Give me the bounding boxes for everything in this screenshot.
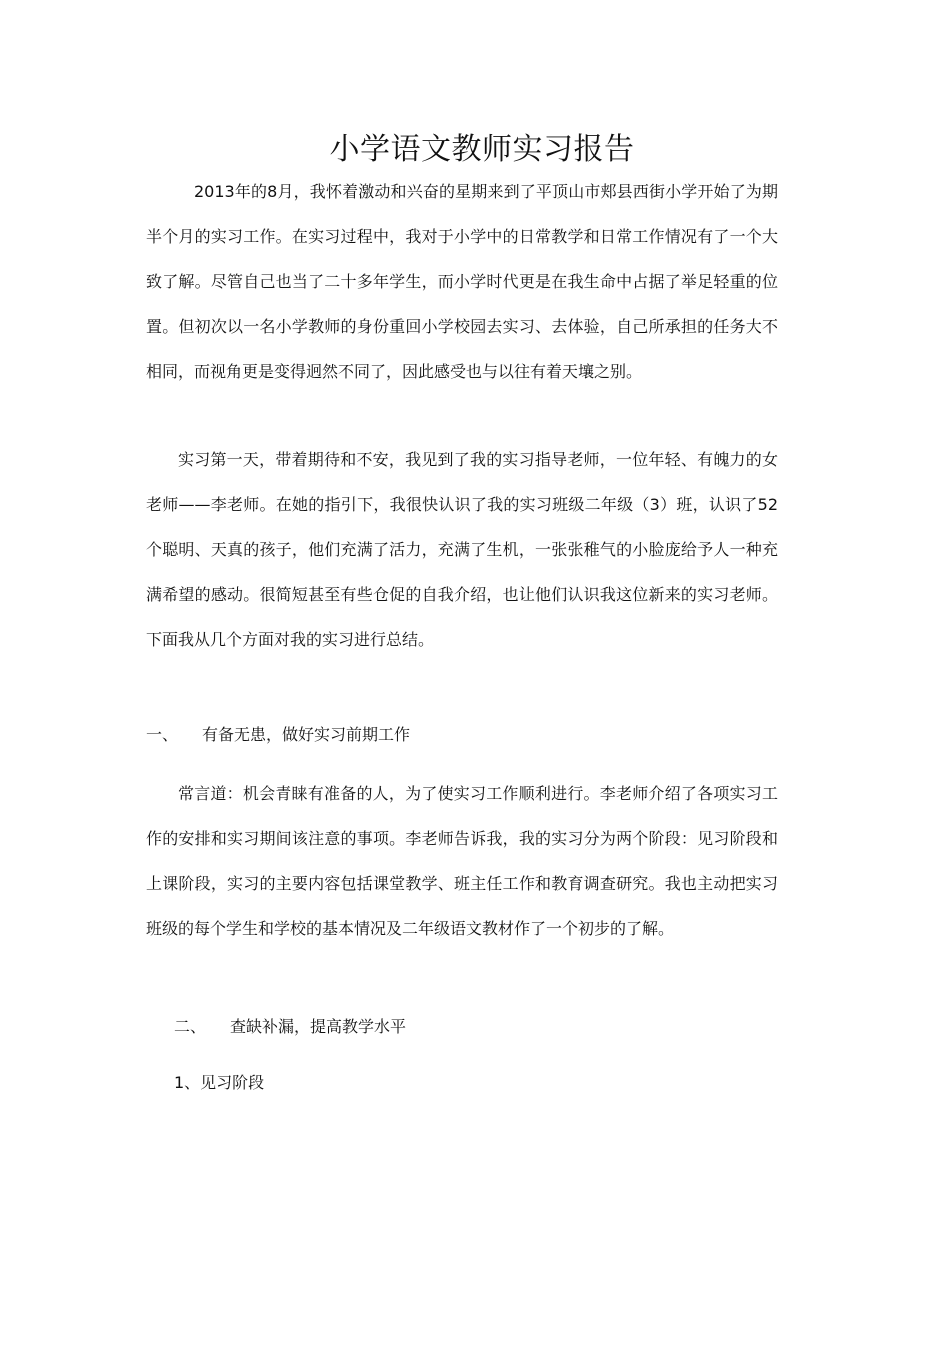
section-number: 二、	[174, 1017, 207, 1036]
section-number: 一、	[146, 725, 179, 744]
document-title: 小学语文教师实习报告	[329, 132, 635, 167]
section-title: 查缺补漏，提高教学水平	[230, 1017, 407, 1036]
section-heading-1	[146, 721, 410, 749]
section-heading-2	[174, 1013, 406, 1041]
paragraph-preparation: 常言道：机会青睐有准备的人，为了使实习工作顺利进行。李老师介绍了各项实习工作的安排和实习期间该注意的事项。李老师告诉我，我的实习分为两个阶段：见习阶段和上课阶段，实习的主要内容包括课堂教学、班主任工作和教育调查研究。我也主动把实习班级的每个学生和学校的基本情况及二年级语文教材作了一个初步的了解。	[146, 784, 778, 938]
paragraph-first-day: 实习第一天，带着期待和不安，我见到了我的实习指导老师，一位年轻、有魄力的女老师——李老师。在她的指引下，我很快认识了我的实习班级二年级（3）班，认识了52个聪明、天真的孩子，他们充满了活力，充满了生机，一张张稚气的小脸庞给予人一种充满希望的感动。很简短甚至有些仓促的自我介绍，也让他们认识我这位新来的实习老师。下面我从几个方面对我的实习进行总结。	[146, 450, 778, 649]
subsection-heading-1: 1、见习阶段	[174, 1073, 265, 1092]
section-title: 有备无患，做好实习前期工作	[202, 725, 411, 744]
paragraph-intro: 2013年的8月，我怀着激动和兴奋的星期来到了平顶山市郏县西街小学开始了为期半个月的实习工作。在实习过程中，我对于小学中的日常教学和日常工作情况有了一个大致了解。尽管自己也当了二十多年学生，而小学时代更是在我生命中占据了举足轻重的位置。但初次以一名小学教师的身份重回小学校园去实习、去体验，自己所承担的任务大不相同，而视角更是变得迥然不同了，因此感受也与以往有着天壤之别。	[146, 182, 778, 381]
